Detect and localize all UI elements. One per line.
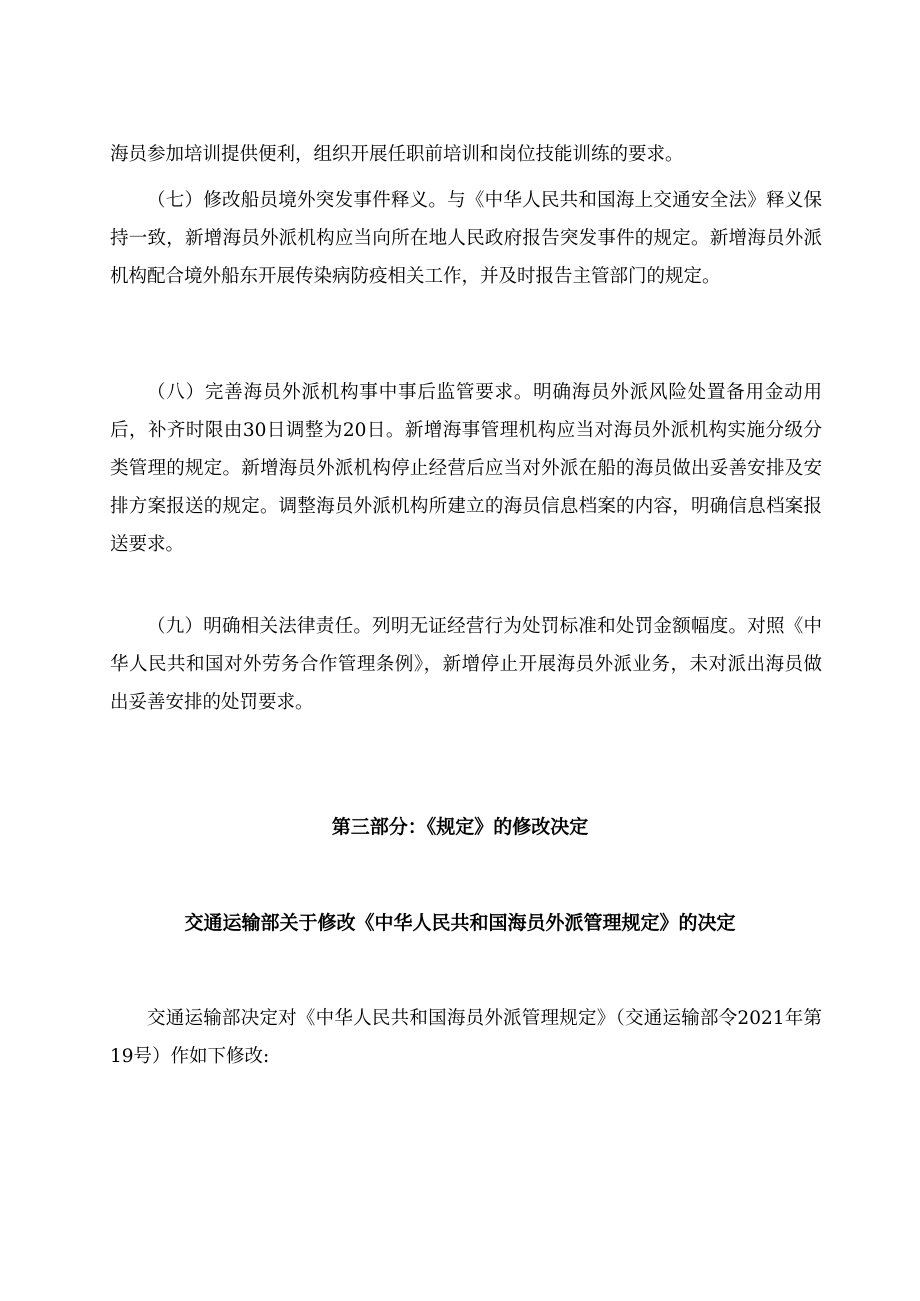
paragraph-item-7: （七）修改船员境外突发事件释义。与《中华人民共和国海上交通安全法》释义保持一致，新增海员外派机构应当向所在地人民政府报告突发事件的规定。新增海员外派机构配合境外船东开展传染病防疫相关工作，并及时报告主管部门的规定。: [110, 190, 822, 287]
decision-intro-paragraph: 交通运输部决定对《中华人民共和国海员外派管理规定》（交通运输部令2021年第19号）作如下修改:: [110, 1008, 822, 1067]
paragraph-continuation: 海员参加培训提供便利，组织开展任职前培训和岗位技能训练的要求。: [110, 144, 684, 165]
decision-title: 交通运输部关于修改《中华人民共和国海员外派管理规定》的决定: [184, 912, 736, 934]
section-heading: 第三部分：《规定》的修改决定: [331, 816, 589, 838]
paragraph-item-9: （九）明确相关法律责任。列明无证经营行为处罚标准和处罚金额幅度。对照《中华人民共和国对外劳务合作管理条例》，新增停止开展海员外派业务，未对派出海员做出妥善安排的处罚要求。: [110, 616, 822, 713]
paragraph-item-8: （八）完善海员外派机构事中事后监管要求。明确海员外派风险处置备用金动用后，补齐时限由30日调整为20日。新增海事管理机构应当对海员外派机构实施分级分类管理的规定。新增海员外派机构停止经营后应当对外派在船的海员做出妥善安排及安排方案报送的规定。调整海员外派机构所建立的海员信息档案的内容，明确信息档案报送要求。: [110, 382, 822, 555]
